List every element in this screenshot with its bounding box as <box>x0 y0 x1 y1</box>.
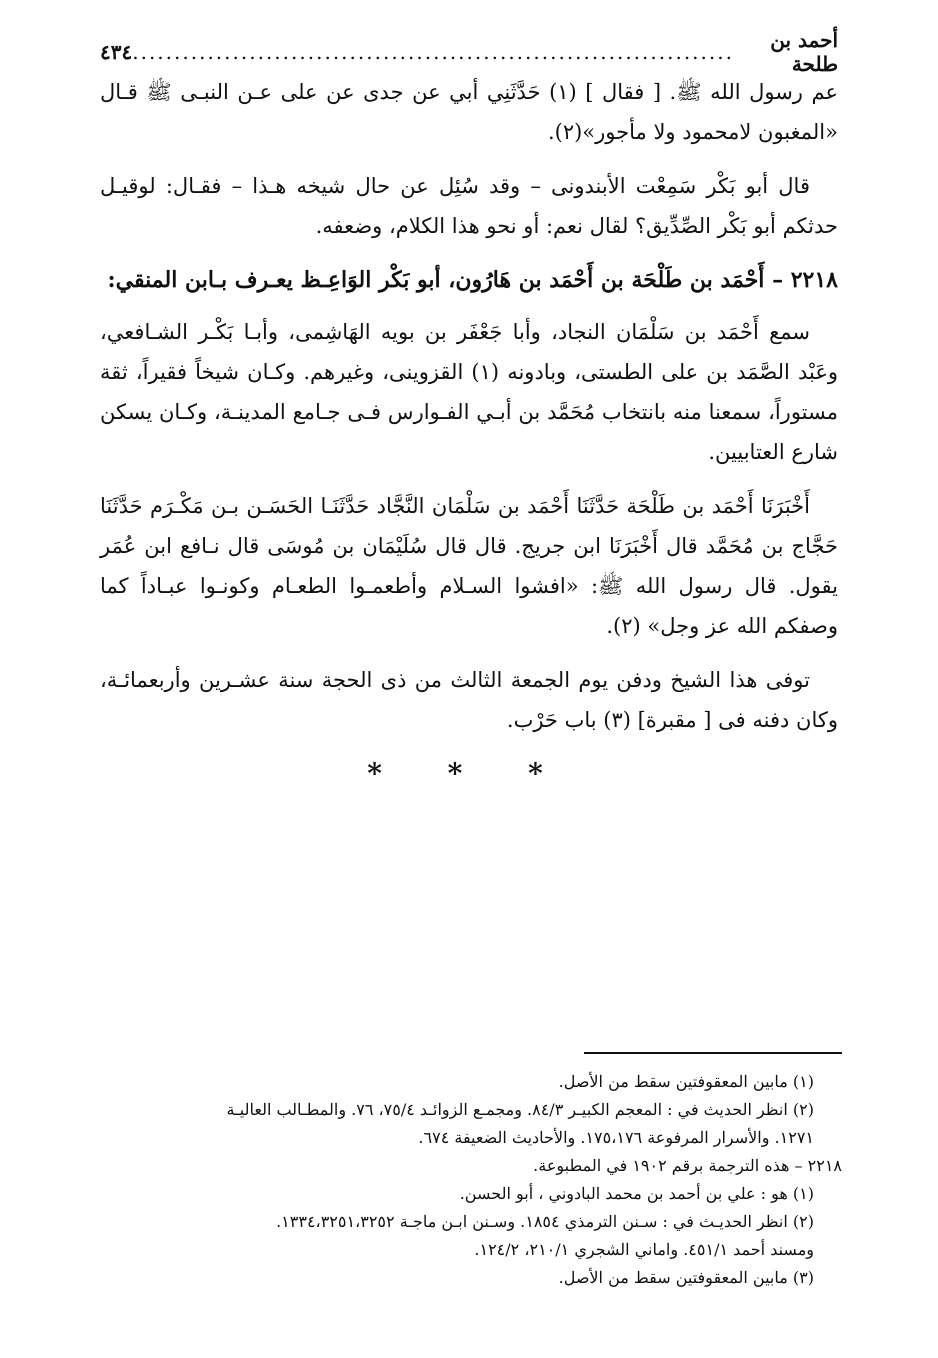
footnote-3: (١) هو : علي بن أحمد بن محمد البادوني ، أبو الحسن. <box>459 1184 814 1203</box>
header-dots: ........................................................................ <box>132 40 734 64</box>
paragraph-1: عم رسول الله ﷺ. [ فقال ] (١) حَدَّثَنِي أبي عن جدى عن على عـن النبـى ﷺ قـال «المغبون لامحمود ولا مأجور»(٢). <box>100 80 838 144</box>
page-number: ٤٣٤ <box>100 40 133 64</box>
entry-heading: ٢٢١٨ – أَحْمَد بن طَلْحَة بن أَحْمَد بن هَارُون، أبو بَكْر الوَاعِـظ يعـرف بـابن المنقي: <box>107 267 838 293</box>
paragraph-3: سمع أَحْمَد بن سَلْمَان النجاد، وأبا جَعْفَر بن بويه الهَاشِمى، وأبـا بَكْـر الشـافعي، وعَبْد الصَّمَد بن على الطستى، وبادونه (١) القزوينى، وغيرهم. وكـان شيخاً فقيراً، ثقة مستوراً، سمعنا منه بانتخاب مُحَمَّد بن أبـي الفـوارس فـى جـامع المدينـة، وكـان يسكن شارع العتابيين. <box>100 320 838 464</box>
paragraph-5: توفى هذا الشيخ ودفن يوم الجمعة الثالث من ذى الحجة سنة عشـرين وأربعمائـة، وكان دفنه فى [ مقبرة] (٣) باب حَرْب. <box>100 668 838 732</box>
footnote-divider <box>584 1052 842 1054</box>
section-separator: * * * <box>367 757 571 790</box>
footnote-entry-note: ٢٢١٨ – هذه الترجمة برقم ١٩٠٢ في المطبوعة. <box>533 1156 842 1175</box>
running-title: أحمد بن طلحة <box>770 28 838 76</box>
footnote-2-continuation: ١٢٧١. والأسرار المرفوعة ١٧٥،١٧٦. والأحاديث الضعيفة ٦٧٤. <box>418 1128 814 1147</box>
main-text <box>100 72 838 794</box>
paragraph-2: قال أبو بَكْر سَمِعْت الأبندونى – وقد سُئِل عن حال شيخه هـذا – فقـال: لوقيـل حدثكم أبو بَكْر الصِّدِّيق؟ لقال نعم: أو نحو هذا الكلام، وضعفه. <box>100 174 838 238</box>
footnote-5: (٣) مابين المعقوفتين سقط من الأصل. <box>558 1268 814 1287</box>
footnote-2: (٢) انظر الحديث في : المعجم الكبيـر ٨٤/٣. ومجمـع الزوائـد ٧٥/٤، ٧٦. والمطـالب العاليـة <box>226 1100 814 1119</box>
page-header <box>100 28 838 76</box>
paragraph-4: أَخْبَرَنَا أَحْمَد بن طَلْحَة حَدَّثَنَا أَحْمَد بن سَلْمَان النَّجَّاد حَدَّثَنَـا الحَسَـن بـن مَكْـرَم حَدَّثَنَا حَجَّاج بن مُحَمَّد قال أَخْبَرَنَا ابن جريج. قال قال سُلَيْمَان بن مُوسَى قال نـافع ابن عُمَر يقول. قال رسول الله ﷺ: «افشوا السـلام وأطعمـوا الطعـام وكونـوا عبـاداً كما وصفكم الله عز وجل» (٢). <box>100 494 838 638</box>
footnotes <box>100 1068 842 1292</box>
footnote-4: (٢) انظر الحديـث في : سـنن الترمذي ١٨٥٤. وسـنن ابـن ماجـة ١٣٣٤،٣٢٥١،٣٢٥٢. <box>276 1212 814 1231</box>
footnote-4-continuation: ومسند أحمد ٤٥١/١. واماني الشجري ٢١٠/١، ١٢٤/٢. <box>474 1240 814 1259</box>
footnote-1: (١) مابين المعقوفتين سقط من الأصل. <box>558 1072 814 1091</box>
